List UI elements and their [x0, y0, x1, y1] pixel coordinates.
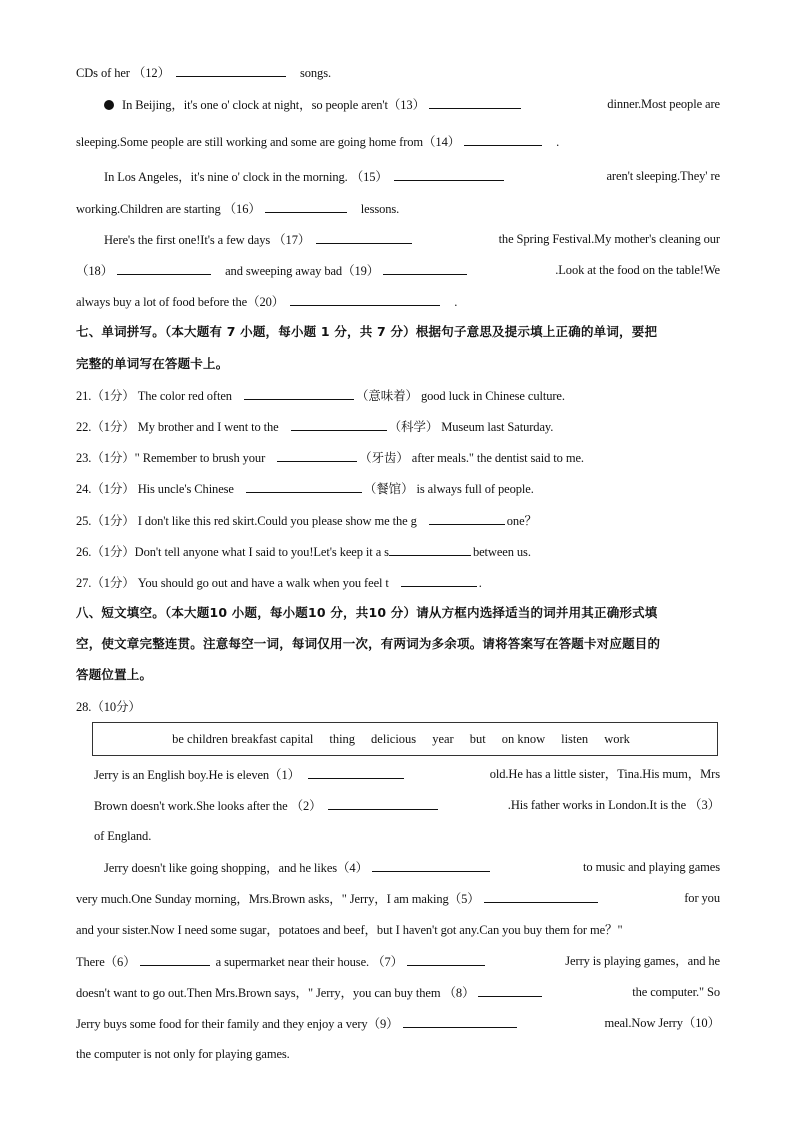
- word-option: listen: [561, 731, 589, 746]
- text: very much.One Sunday morning，Mrs.Brown asks，" Jerry，I am making（5）: [76, 892, 480, 906]
- answer-blank-9[interactable]: [403, 1015, 517, 1028]
- text-line: [76, 890, 720, 907]
- word-option: thing: [329, 731, 356, 746]
- answer-blank-2[interactable]: [328, 797, 438, 810]
- text: .: [454, 295, 458, 309]
- text: 22.（1分） My brother and I went to the: [76, 420, 279, 434]
- answer-blank-8[interactable]: [478, 984, 542, 997]
- word-option: but: [469, 731, 486, 746]
- text-line: [76, 262, 720, 279]
- text: （18）: [76, 264, 114, 278]
- text: 26.（1分）Don't tell anyone what I said to you!Let's keep it a s: [76, 545, 389, 559]
- text: lessons.: [360, 202, 400, 216]
- answer-blank-15[interactable]: [394, 168, 504, 181]
- text: the Spring Festival.My mother's cleaning our: [498, 232, 720, 246]
- text: CDs of her （12）: [76, 66, 170, 80]
- text: （牙齿） after meals." the dentist said to me.: [359, 451, 584, 465]
- bullet-icon: [104, 100, 114, 110]
- answer-blank-4[interactable]: [372, 859, 490, 872]
- section-heading: 七、单词拼写。（本大题有 7 小题，每小题 1 分，共 7 分）根据句子意思及提示填上正确的单词，要把: [76, 324, 658, 339]
- text: （科学） Museum last Saturday.: [388, 420, 554, 434]
- text: 21.（1分） The color red often: [76, 389, 232, 403]
- section-heading: 答题位置上。: [76, 667, 153, 682]
- question-25: [76, 512, 720, 529]
- text: Brown doesn't work.She looks after the （2）: [94, 799, 322, 813]
- text: doesn't want to go out.Then Mrs.Brown says，" Jerry，you can buy them （8）: [76, 986, 475, 1000]
- answer-blank-21[interactable]: [244, 387, 354, 400]
- text: songs.: [299, 66, 331, 80]
- question-22: [76, 418, 720, 435]
- text: .: [556, 135, 560, 149]
- text: （餐馆） is always full of people.: [363, 482, 534, 496]
- answer-blank-7[interactable]: [407, 953, 485, 966]
- word-option: be children breakfast capital: [172, 731, 314, 746]
- text: a supermarket near their house. （7）: [215, 955, 404, 969]
- text: Here's the first one!It's a few days （17）: [104, 233, 311, 247]
- text-line: of England.: [94, 829, 152, 843]
- answer-blank-17[interactable]: [316, 231, 412, 244]
- answer-blank-19[interactable]: [383, 262, 467, 275]
- text: Jerry is playing games，and he: [565, 954, 720, 968]
- question-23: [76, 449, 720, 466]
- question-28: 28.（10分）: [76, 700, 141, 714]
- text-line: [104, 231, 720, 248]
- text: always buy a lot of food before the（20）: [76, 295, 285, 309]
- text: 23.（1分）" Remember to brush your: [76, 451, 266, 465]
- section-heading: 八、短文填空。（本大题10 小题，每小题10 分，共10 分）请从方框内选择适当的词并用其正确形式填: [76, 605, 658, 620]
- text-line: [76, 64, 720, 81]
- text-line: [76, 1015, 720, 1032]
- text: one？: [506, 514, 537, 528]
- answer-blank-24[interactable]: [246, 480, 362, 493]
- text-line: the computer is not only for playing games.: [76, 1047, 290, 1061]
- text: aren't sleeping.They' re: [606, 169, 720, 183]
- text-line: [94, 766, 720, 783]
- text: In Beijing，it's one o' clock at night，so people aren't（13）: [122, 98, 425, 112]
- answer-blank-20[interactable]: [290, 293, 440, 306]
- text-line: [104, 859, 720, 876]
- text: Jerry doesn't like going shopping，and he likes（4）: [104, 861, 368, 875]
- text: for you: [684, 891, 720, 905]
- text: the computer." So: [632, 985, 720, 999]
- answer-blank-6[interactable]: [140, 953, 210, 966]
- text: 24.（1分） His uncle's Chinese: [76, 482, 234, 496]
- text: between us.: [472, 545, 531, 559]
- text: .Look at the food on the table!We: [555, 263, 720, 277]
- word-option: on know: [501, 731, 546, 746]
- text: sleeping.Some people are still working and some are going home from（14）: [76, 135, 461, 149]
- text-line: [104, 96, 720, 113]
- text: working.Children are starting （16）: [76, 202, 261, 216]
- text: 27.（1分） You should go out and have a walk when you feel t: [76, 576, 389, 590]
- question-27: [76, 574, 720, 591]
- section-heading: 空，使文章完整连贯。注意每空一词，每词仅用一次，有两词为多余项。请将答案写在答题卡对应题目的: [76, 636, 661, 651]
- text-line: [104, 168, 720, 185]
- question-21: [76, 387, 720, 404]
- answer-blank-5[interactable]: [484, 890, 598, 903]
- answer-blank-12[interactable]: [176, 64, 286, 77]
- answer-blank-25[interactable]: [429, 512, 505, 525]
- text: dinner.Most people are: [607, 97, 720, 111]
- text-line: [76, 984, 720, 1001]
- text: meal.Now Jerry（10）: [604, 1016, 720, 1030]
- text: There（6）: [76, 955, 136, 969]
- answer-blank-1[interactable]: [308, 766, 404, 779]
- word-option: delicious: [371, 731, 417, 746]
- answer-blank-26[interactable]: [389, 543, 471, 556]
- text: to music and playing games: [583, 860, 720, 874]
- answer-blank-22[interactable]: [291, 418, 387, 431]
- answer-blank-13[interactable]: [429, 96, 521, 109]
- text-line: [94, 797, 720, 814]
- answer-blank-27[interactable]: [401, 574, 477, 587]
- text: Jerry buys some food for their family and they enjoy a very（9）: [76, 1017, 399, 1031]
- word-option: year: [432, 731, 454, 746]
- text-line: [76, 293, 720, 310]
- answer-blank-23[interactable]: [277, 449, 357, 462]
- question-24: [76, 480, 720, 497]
- text: In Los Angeles，it's nine o' clock in the morning. （15）: [104, 170, 388, 184]
- text: old.He has a little sister，Tina.His mum，Mrs: [489, 767, 720, 781]
- text: （意味着） good luck in Chinese culture.: [355, 389, 565, 403]
- text: 25.（1分） I don't like this red skirt.Could you please show me the g: [76, 514, 417, 528]
- text: .: [478, 576, 482, 590]
- word-box: [92, 722, 718, 756]
- question-26: [76, 543, 720, 560]
- section-heading: 完整的单词写在答题卡上。: [76, 356, 229, 371]
- text-line: [76, 200, 720, 217]
- text-line: and your sister.Now I need some sugar，potatoes and beef，but I haven't got any.Can you buy them for me？": [76, 923, 623, 937]
- text: Jerry is an English boy.He is eleven（1）: [94, 768, 301, 782]
- text: and sweeping away bad（19）: [225, 264, 380, 278]
- answer-blank-16[interactable]: [265, 200, 347, 213]
- answer-blank-18[interactable]: [117, 262, 211, 275]
- text-line: [76, 953, 720, 970]
- word-option: work: [604, 731, 630, 746]
- text: .His father works in London.It is the （3）: [507, 798, 720, 812]
- answer-blank-14[interactable]: [464, 133, 542, 146]
- text-line: [76, 133, 720, 150]
